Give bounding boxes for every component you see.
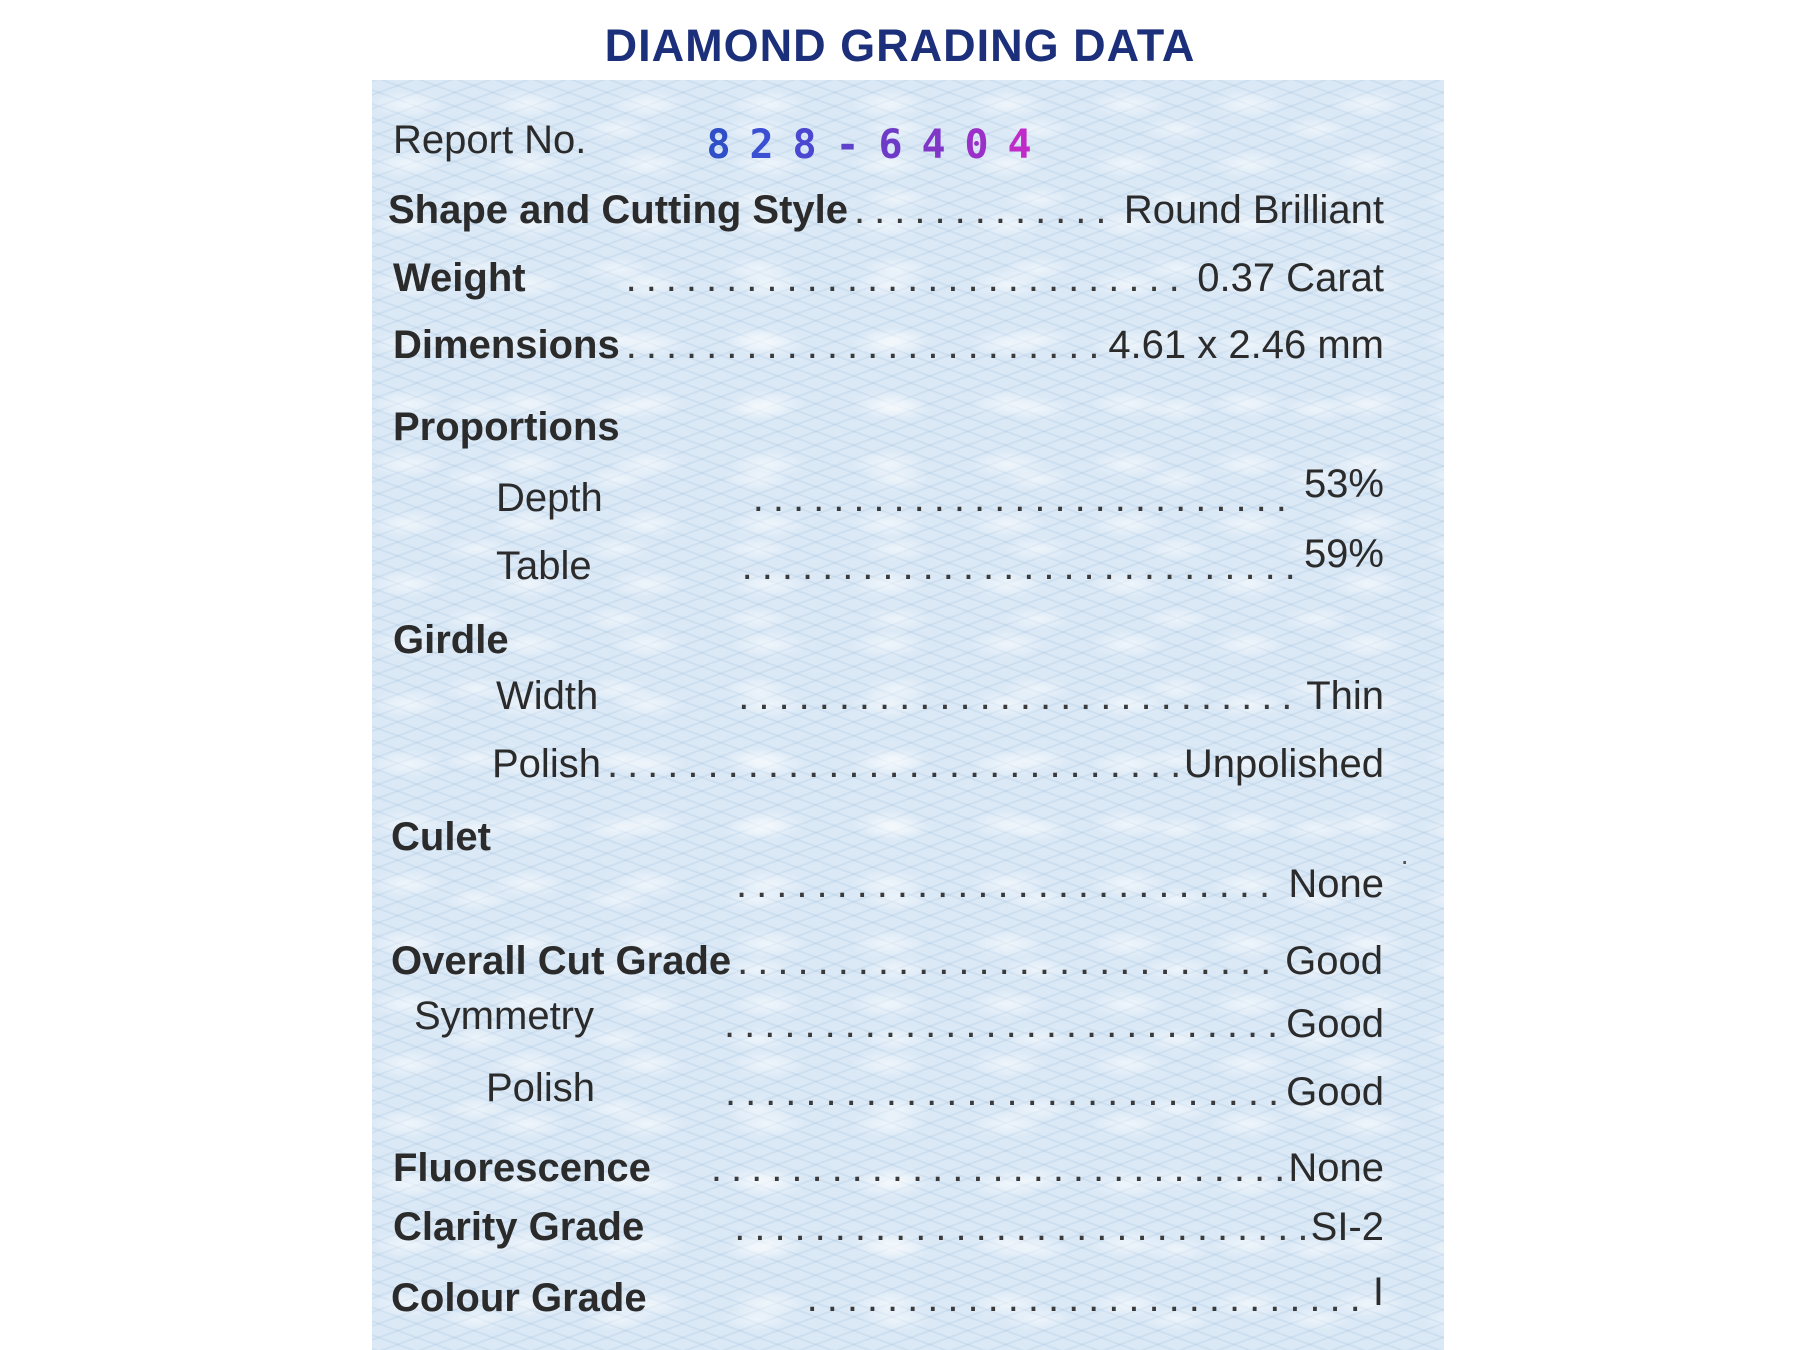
- colour-row: [391, 1270, 1384, 1321]
- weight-label: Weight: [393, 256, 526, 300]
- report-digit: 8: [706, 122, 731, 168]
- overall-cut-row: [391, 939, 1383, 984]
- cut-polish-label: Polish: [486, 1066, 595, 1110]
- report-digit: 4: [1007, 122, 1032, 168]
- weight-value: 0.37 Carat: [1197, 256, 1384, 300]
- symmetry-label: Symmetry: [414, 994, 594, 1038]
- leader-dots: [737, 939, 1279, 984]
- girdle-width-label: Width: [496, 674, 599, 718]
- dimensions-row: [393, 323, 1384, 368]
- edge-mark: ·: [1400, 845, 1410, 876]
- report-digit: 6: [878, 122, 903, 168]
- symmetry-row: [414, 994, 1384, 1047]
- overall-cut-label: Overall Cut Grade: [391, 939, 732, 983]
- colour-label: Colour Grade: [391, 1276, 647, 1320]
- clarity-value: SI-2: [1310, 1205, 1384, 1249]
- report-number: [697, 122, 1041, 168]
- cut-polish-value: Good: [1286, 1070, 1384, 1114]
- girdle-heading: Girdle: [393, 618, 509, 662]
- report-digit: 8: [792, 122, 817, 168]
- leader-dots: [753, 476, 1298, 521]
- symmetry-value: Good: [1286, 1002, 1384, 1046]
- leader-dots: [736, 862, 1282, 907]
- table-row: [496, 532, 1384, 589]
- table-value: 59%: [1303, 532, 1384, 576]
- leader-dots: [626, 256, 1192, 301]
- fluorescence-label: Fluorescence: [393, 1146, 651, 1190]
- fluorescence-value: None: [1288, 1146, 1384, 1190]
- leader-dots: [854, 188, 1118, 233]
- overall-cut-value: Good: [1285, 939, 1383, 983]
- leader-dots: [738, 674, 1300, 719]
- girdle-width-row: [496, 674, 1384, 719]
- girdle-polish-row: [492, 742, 1384, 787]
- culet-row: [730, 862, 1384, 907]
- dimensions-value: 4.61 x 2.46 mm: [1108, 323, 1384, 367]
- shape-label: Shape and Cutting Style: [388, 188, 849, 232]
- weight-row: [393, 256, 1384, 301]
- culet-heading: Culet: [391, 815, 491, 859]
- report-digit: -: [835, 122, 860, 168]
- proportions-heading: Proportions: [393, 405, 620, 449]
- report-digit: 0: [964, 122, 989, 168]
- leader-dots: [734, 1205, 1304, 1250]
- clarity-row: [393, 1205, 1384, 1250]
- leader-dots: [742, 544, 1298, 589]
- leader-dots: [725, 1070, 1280, 1115]
- girdle-polish-value: Unpolished: [1183, 742, 1384, 786]
- report-digit: 4: [921, 122, 946, 168]
- cut-polish-row: [486, 1066, 1384, 1115]
- shape-row: [388, 188, 1384, 233]
- leader-dots: [607, 742, 1178, 787]
- depth-value: 53%: [1303, 462, 1384, 506]
- girdle-width-value: Thin: [1306, 674, 1384, 718]
- dimensions-label: Dimensions: [393, 323, 620, 367]
- shape-value: Round Brilliant: [1123, 188, 1384, 232]
- leader-dots: [711, 1146, 1282, 1191]
- depth-row: [496, 462, 1384, 521]
- clarity-label: Clarity Grade: [393, 1205, 645, 1249]
- leader-dots: [626, 323, 1103, 368]
- depth-label: Depth: [496, 476, 603, 520]
- table-label: Table: [496, 544, 592, 588]
- colour-value: I: [1372, 1270, 1384, 1314]
- culet-value: None: [1288, 862, 1384, 906]
- report-number-label: Report No.: [393, 118, 587, 162]
- leader-dots: [724, 1002, 1280, 1047]
- girdle-polish-label: Polish: [492, 742, 601, 786]
- page-title: DIAMOND GRADING DATA: [604, 20, 1196, 71]
- report-digit: 2: [749, 122, 774, 168]
- leader-dots: [807, 1276, 1367, 1321]
- fluorescence-row: [393, 1146, 1384, 1191]
